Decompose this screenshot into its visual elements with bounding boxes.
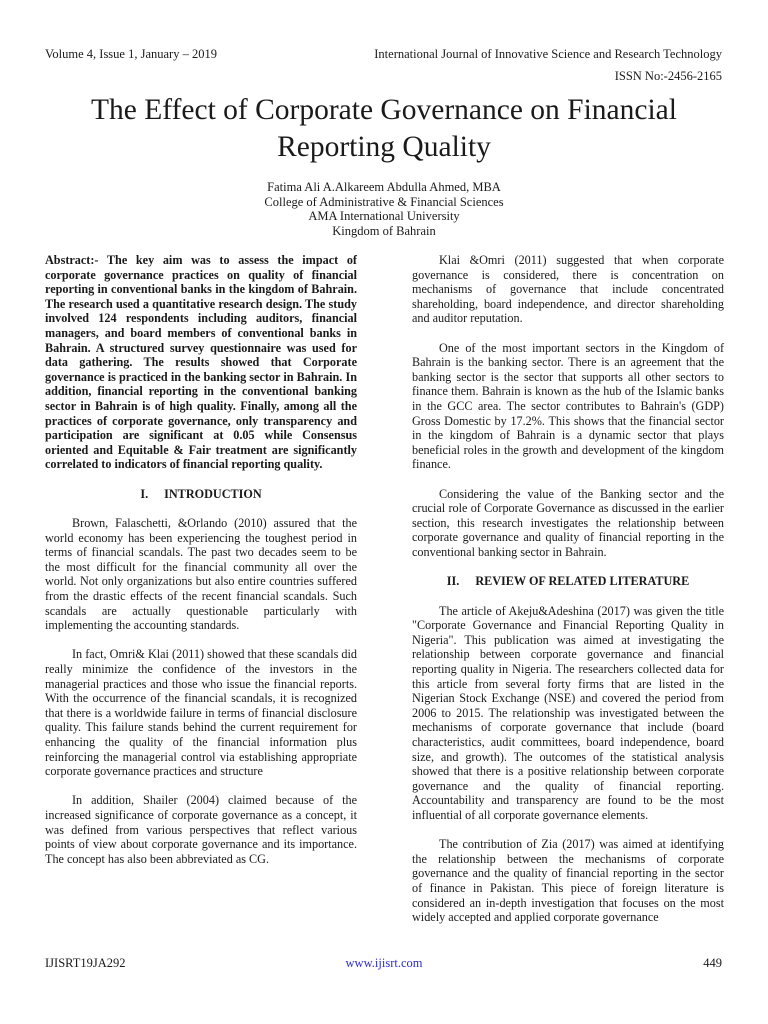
- section-number: II.: [446, 574, 460, 589]
- intro-paragraph-2: In fact, Omri& Klai (2011) showed that these scandals did really minimize the confidence of the investors in the managerial practices and those who issue the financial reports. With the occurrence of the financial scandals, it is recognized that there is a worldwide failure in terms of financial disclosure quality. This failure stands behind the current requirement for enhancing the quality of the financial information plus reinforcing the managerial control via establishing appropriate corporate governance practices and structure: [45, 647, 357, 779]
- author-college: College of Administrative & Financial Sciences: [264, 194, 504, 209]
- left-column: [45, 253, 357, 881]
- paper-title: The Effect of Corporate Governance on Financial Reporting Quality: [91, 94, 677, 163]
- issn-header: ISSN No:-2456-2165: [614, 69, 722, 83]
- author-block: [160, 180, 608, 238]
- intro-paragraph-1: Brown, Falaschetti, &Orlando (2010) assured that the world economy has been experiencing the toughest period in terms of financial scandals. The past two decades seem to be the most difficult for the financial community all over the world. Not only organizations but also entire countries suffered from the drastic effects of the recent financial scandals. Such scandals are actually questionable particularly with implementing the accounting standards.: [45, 516, 357, 633]
- journal-url-link[interactable]: www.ijisrt.com: [345, 956, 423, 970]
- intro-paragraph-3: In addition, Shailer (2004) claimed because of the increased significance of corporate governance as a concept, it was defined from various perspectives that reflect various points of view about corporate governance and its importance. The concept has also been abbreviated as CG.: [45, 793, 357, 866]
- section-number: I.: [140, 486, 149, 501]
- author-name: Fatima Ali A.Alkareem Abdulla Ahmed, MBA: [267, 180, 501, 194]
- section-heading-introduction: [45, 487, 357, 502]
- right-column: [412, 253, 724, 939]
- right-paragraph-1: Klai &Omri (2011) suggested that when corporate governance is considered, there is concentration on mechanisms of governance that include concentrated shareholding, board independence, and director shareholding and auditor reputation.: [412, 253, 724, 326]
- right-paragraph-3: Considering the value of the Banking sector and the crucial role of Corporate Governance as discussed in the earlier section, this research investigates the relationship between corporate governance and quality of financial reporting in the conventional banking sector in Bahrain.: [412, 486, 724, 559]
- journal-name-header: International Journal of Innovative Science and Research Technology: [374, 47, 722, 61]
- author-location: Kingdom of Bahrain: [332, 223, 436, 238]
- author-university: AMA International University: [308, 209, 460, 224]
- abstract: Abstract:- The key aim was to assess the impact of corporate governance practices on quality of financial reporting in conventional banks in the kingdom of Bahrain. The research used a quantitative research design. The study involved 124 respondents including auditors, financial managers, and board members of conventional banks in Bahrain. A structured survey questionnaire was used for data gathering. The results showed that Corporate governance is practiced in the banking sector in Bahrain. In addition, financial reporting in the conventional banking sector in Bahrain is of high quality. Finally, among all the practices of corporate governance, only transparency and participation are significant at 0.05 while Consensus oriented and Equitable & Fair treatment are significantly correlated to indicators of financial reporting quality.: [45, 253, 357, 472]
- right-paragraph-2: One of the most important sectors in the Kingdom of Bahrain is the banking sector. There is an agreement that the banking sector is the sector that supports all other sectors to finance them. Bahrain is known as the hub of the Islamic banks in the GCC area. The sector contributes to Bahrain's (GDP) Gross Domestic by 17.2%. This shows that the financial sector in the kingdom of Bahrain is a dynamic sector that plays beneficial roles in the growth and development of the kingdom finance.: [412, 340, 724, 472]
- volume-issue-header: Volume 4, Issue 1, January – 2019: [45, 47, 217, 61]
- paper-id-footer: IJISRT19JA292: [45, 956, 126, 970]
- page-number: 449: [703, 956, 722, 970]
- section-title: REVIEW OF RELATED LITERATURE: [475, 574, 690, 589]
- section-title: INTRODUCTION: [164, 486, 262, 501]
- review-paragraph-2: The contribution of Zia (2017) was aimed at identifying the relationship between the mechanisms of corporate governance and the quality of financial reporting in the sector of finance in Pakistan. This piece of foreign literature is considered an in-depth investigation that focuses on the most widely accepted and applied corporate governance: [412, 837, 724, 925]
- section-heading-review: [412, 574, 724, 589]
- review-paragraph-1: The article of Akeju&Adeshina (2017) was given the title "Corporate Governance and Financial Reporting Quality in Nigeria". This publication was aimed at investigating the relationship between corporate governance and financial reporting quality in Nigeria. The researchers collected data for this article from several forty firms that are listed in the Nigerian Stock Exchange (NSE) and covered the period from 2006 to 2015. The relationship was investigated between the mechanisms of corporate governance that include (board characteristics, audit committees, board independence, board size, and growth). The outcomes of the statistical analysis showed that there is a positive relationship between corporate governance and the quality of financial reporting. Accountability and transparency are found to be the most influential of all corporate governance elements.: [412, 603, 724, 822]
